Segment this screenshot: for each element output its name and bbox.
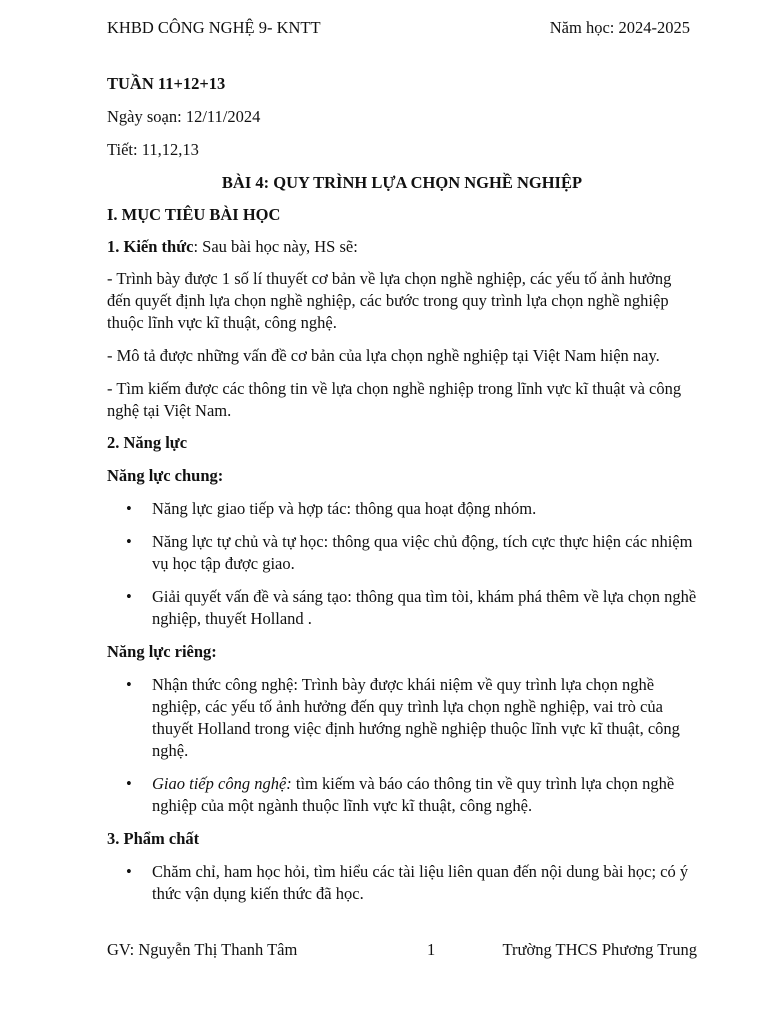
list-item: [107, 773, 697, 817]
list-item: • Nhận thức công nghệ: Trình bày được khái niệm về quy trình lựa chọn nghề nghiệp, các yếu tố ảnh hưởng đến quy trình lựa chọn nghề nghiệp, vai trò của thuyết Holland trong việc định hướng nghề nghiệp thuộc lĩnh vực kĩ thuật, công nghệ.: [107, 674, 697, 762]
periods: Tiết: 11,12,13: [107, 140, 199, 159]
footer-teacher: GV: Nguyễn Thị Thanh Tâm: [107, 940, 298, 959]
general-competence-list: [107, 498, 697, 630]
list-item: • Giải quyết vấn đề và sáng tạo: thông qua tìm tòi, khám phá thêm về lựa chọn nghề nghiệp, thuyết Holland .: [107, 586, 697, 630]
specific-competence-heading: Năng lực riêng:: [107, 642, 217, 661]
list-item: • Năng lực giao tiếp và hợp tác: thông qua hoạt động nhóm.: [107, 498, 697, 520]
list-item-label: Giao tiếp công nghệ:: [152, 774, 292, 793]
specific-competence-list: [107, 674, 697, 817]
qualities-heading: 3. Phẩm chất: [107, 829, 200, 848]
general-competence-heading: Năng lực chung:: [107, 466, 224, 485]
header-school-year: Năm học: 2024-2025: [549, 18, 690, 37]
knowledge-heading: 1. Kiến thức: [107, 237, 194, 256]
page-header: [107, 18, 690, 40]
prep-date: Ngày soạn: 12/11/2024: [107, 107, 261, 126]
knowledge-heading-line: [107, 236, 697, 258]
week-heading: TUẦN 11+12+13: [107, 74, 226, 93]
header-subject: KHBD CÔNG NGHỆ 9- KNTT: [107, 18, 321, 37]
competence-heading: 2. Năng lực: [107, 433, 188, 452]
page-footer: [107, 940, 697, 962]
list-item: • Năng lực tự chủ và tự học: thông qua việc chủ động, tích cực thực hiện các nhiệm vụ học tập được giao.: [107, 531, 697, 575]
knowledge-item: - Mô tả được những vấn đề cơ bản của lựa chọn nghề nghiệp tại Việt Nam hiện nay.: [107, 346, 660, 365]
qualities-list: [107, 861, 697, 905]
lesson-title: BÀI 4: QUY TRÌNH LỰA CHỌN NGHỀ NGHIỆP: [221, 173, 583, 192]
section-objectives-heading: I. MỤC TIÊU BÀI HỌC: [107, 205, 281, 224]
list-item: • Chăm chỉ, ham học hỏi, tìm hiểu các tài liệu liên quan đến nội dung bài học; có ý thức vận dụng kiến thức đã học.: [107, 861, 697, 905]
list-item-text: tìm kiếm và báo cáo thông tin về quy trình lựa chọn nghề nghiệp của một ngành thuộc lĩnh vực kĩ thuật, công nghệ.: [152, 774, 675, 815]
knowledge-item: - Trình bày được 1 số lí thuyết cơ bản về lựa chọn nghề nghiệp, các yếu tố ảnh hưởng đến quyết định lựa chọn nghề nghiệp, các bước trong quy trình lựa chọn nghề nghiệp thuộc lĩnh vực kĩ thuật, công nghệ.: [107, 269, 672, 332]
footer-page-number: 1: [427, 940, 436, 959]
document-body: [107, 73, 697, 905]
footer-school: Trường THCS Phương Trung: [502, 940, 697, 959]
knowledge-item: - Tìm kiếm được các thông tin về lựa chọn nghề nghiệp trong lĩnh vực kĩ thuật và công nghệ tại Việt Nam.: [107, 379, 682, 420]
knowledge-intro: : Sau bài học này, HS sẽ:: [193, 237, 358, 256]
